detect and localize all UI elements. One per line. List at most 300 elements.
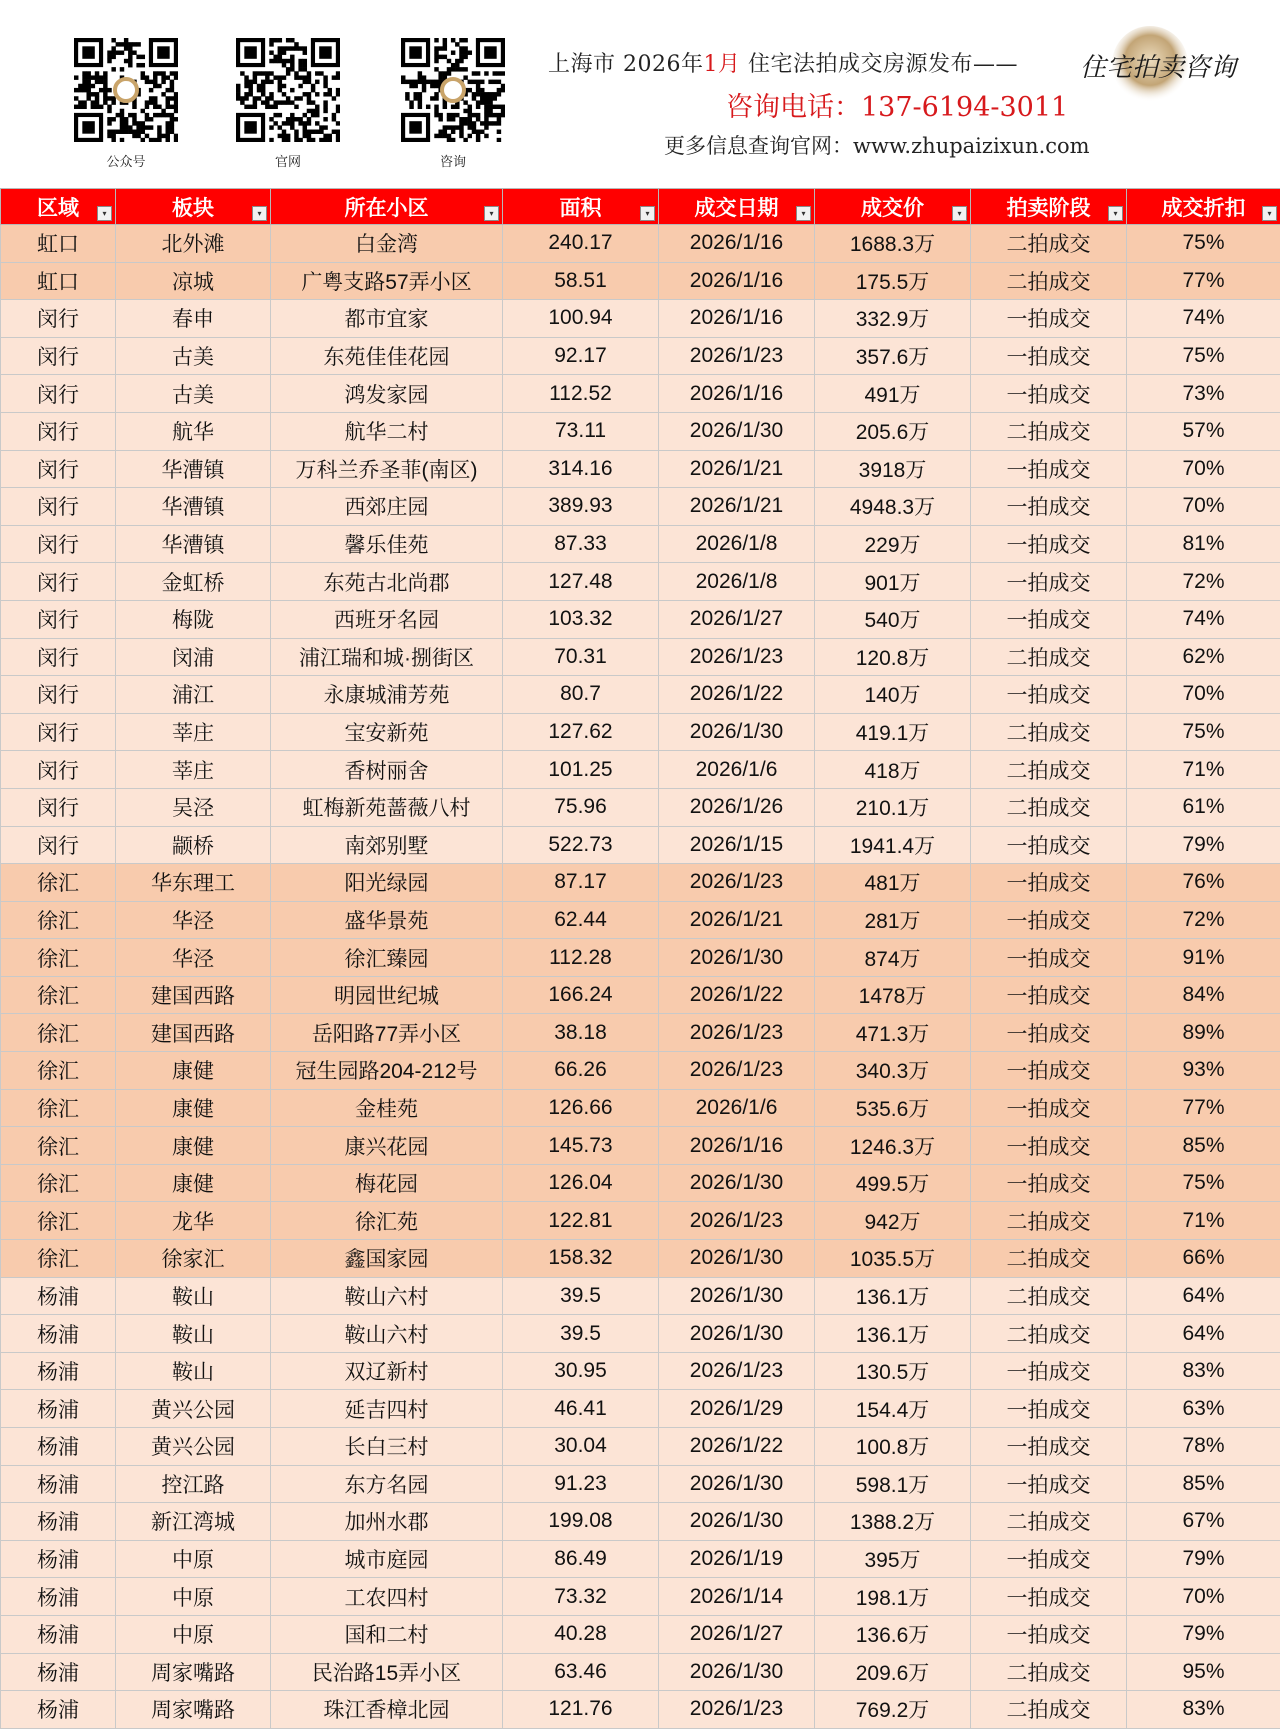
table-cell[interactable]: 梅花园 bbox=[271, 1164, 503, 1202]
filter-dropdown-icon[interactable]: ▾ bbox=[1262, 206, 1277, 221]
filter-dropdown-icon[interactable]: ▾ bbox=[640, 206, 655, 221]
table-cell[interactable]: 30.04 bbox=[503, 1428, 659, 1466]
table-cell[interactable]: 210.1万 bbox=[815, 788, 971, 826]
table-cell[interactable]: 101.25 bbox=[503, 751, 659, 789]
table-cell[interactable]: 81% bbox=[1127, 525, 1280, 563]
table-cell[interactable]: 二拍成交 bbox=[971, 225, 1127, 263]
table-cell[interactable]: 杨浦 bbox=[1, 1352, 116, 1390]
filter-dropdown-icon[interactable]: ▾ bbox=[97, 206, 112, 221]
table-cell[interactable]: 2026/1/22 bbox=[659, 676, 815, 714]
table-cell[interactable]: 314.16 bbox=[503, 450, 659, 488]
column-header[interactable] bbox=[659, 189, 815, 225]
table-cell[interactable]: 499.5万 bbox=[815, 1164, 971, 1202]
table-cell[interactable]: 100.8万 bbox=[815, 1428, 971, 1466]
table-cell[interactable]: 华东理工 bbox=[116, 864, 271, 902]
table-cell[interactable]: 154.4万 bbox=[815, 1390, 971, 1428]
table-cell[interactable]: 2026/1/23 bbox=[659, 337, 815, 375]
table-cell[interactable]: 杨浦 bbox=[1, 1653, 116, 1691]
table-cell[interactable]: 一拍成交 bbox=[971, 1089, 1127, 1127]
table-cell[interactable]: 徐汇 bbox=[1, 1164, 116, 1202]
table-cell[interactable]: 78% bbox=[1127, 1428, 1280, 1466]
table-cell[interactable]: 72% bbox=[1127, 563, 1280, 601]
table-cell[interactable]: 建国西路 bbox=[116, 976, 271, 1014]
table-cell[interactable]: 58.51 bbox=[503, 262, 659, 300]
table-cell[interactable]: 86.49 bbox=[503, 1540, 659, 1578]
table-cell[interactable]: 83% bbox=[1127, 1691, 1280, 1729]
table-cell[interactable]: 宝安新苑 bbox=[271, 713, 503, 751]
table-cell[interactable]: 2026/1/30 bbox=[659, 713, 815, 751]
table-cell[interactable]: 金虹桥 bbox=[116, 563, 271, 601]
table-cell[interactable]: 2026/1/6 bbox=[659, 751, 815, 789]
table-cell[interactable]: 64% bbox=[1127, 1315, 1280, 1353]
qr-code-icon[interactable] bbox=[74, 38, 178, 142]
table-cell[interactable]: 鸿发家园 bbox=[271, 375, 503, 413]
table-cell[interactable]: 西班牙名园 bbox=[271, 600, 503, 638]
table-cell[interactable]: 鑫国家园 bbox=[271, 1240, 503, 1278]
table-cell[interactable]: 74% bbox=[1127, 600, 1280, 638]
table-cell[interactable]: 1941.4万 bbox=[815, 826, 971, 864]
table-cell[interactable]: 100.94 bbox=[503, 300, 659, 338]
table-cell[interactable]: 广粤支路57弄小区 bbox=[271, 262, 503, 300]
table-cell[interactable]: 2026/1/26 bbox=[659, 788, 815, 826]
table-cell[interactable]: 康健 bbox=[116, 1164, 271, 1202]
table-cell[interactable]: 一拍成交 bbox=[971, 450, 1127, 488]
table-cell[interactable]: 一拍成交 bbox=[971, 488, 1127, 526]
table-cell[interactable]: 西郊庄园 bbox=[271, 488, 503, 526]
table-cell[interactable]: 一拍成交 bbox=[971, 676, 1127, 714]
table-cell[interactable]: 75% bbox=[1127, 1164, 1280, 1202]
table-cell[interactable]: 民治路15弄小区 bbox=[271, 1653, 503, 1691]
table-cell[interactable]: 491万 bbox=[815, 375, 971, 413]
table-cell[interactable]: 199.08 bbox=[503, 1503, 659, 1541]
table-cell[interactable]: 2026/1/30 bbox=[659, 1164, 815, 1202]
table-cell[interactable]: 2026/1/30 bbox=[659, 1653, 815, 1691]
table-cell[interactable]: 2026/1/30 bbox=[659, 939, 815, 977]
table-cell[interactable]: 2026/1/29 bbox=[659, 1390, 815, 1428]
table-cell[interactable]: 85% bbox=[1127, 1465, 1280, 1503]
table-cell[interactable]: 126.66 bbox=[503, 1089, 659, 1127]
table-cell[interactable]: 城市庭园 bbox=[271, 1540, 503, 1578]
table-cell[interactable]: 2026/1/30 bbox=[659, 1240, 815, 1278]
table-cell[interactable]: 40.28 bbox=[503, 1615, 659, 1653]
table-cell[interactable]: 72% bbox=[1127, 901, 1280, 939]
table-cell[interactable]: 2026/1/30 bbox=[659, 1503, 815, 1541]
table-cell[interactable]: 一拍成交 bbox=[971, 1127, 1127, 1165]
filter-dropdown-icon[interactable]: ▾ bbox=[952, 206, 967, 221]
table-cell[interactable]: 航华二村 bbox=[271, 412, 503, 450]
table-cell[interactable]: 梅陇 bbox=[116, 600, 271, 638]
table-cell[interactable]: 332.9万 bbox=[815, 300, 971, 338]
table-cell[interactable]: 2026/1/30 bbox=[659, 1277, 815, 1315]
table-cell[interactable]: 4948.3万 bbox=[815, 488, 971, 526]
table-cell[interactable]: 74% bbox=[1127, 300, 1280, 338]
table-cell[interactable]: 徐汇 bbox=[1, 1052, 116, 1090]
table-cell[interactable]: 闵行 bbox=[1, 488, 116, 526]
table-cell[interactable]: 75% bbox=[1127, 337, 1280, 375]
table-cell[interactable]: 浦江瑞和城·捌街区 bbox=[271, 638, 503, 676]
table-cell[interactable]: 中原 bbox=[116, 1615, 271, 1653]
table-cell[interactable]: 136.1万 bbox=[815, 1277, 971, 1315]
qr-code-icon[interactable] bbox=[236, 38, 340, 142]
table-cell[interactable]: 香树丽舍 bbox=[271, 751, 503, 789]
table-cell[interactable]: 70% bbox=[1127, 488, 1280, 526]
table-cell[interactable]: 康健 bbox=[116, 1127, 271, 1165]
table-cell[interactable]: 航华 bbox=[116, 412, 271, 450]
table-cell[interactable]: 136.6万 bbox=[815, 1615, 971, 1653]
table-cell[interactable]: 杨浦 bbox=[1, 1390, 116, 1428]
table-cell[interactable]: 一拍成交 bbox=[971, 826, 1127, 864]
table-cell[interactable]: 一拍成交 bbox=[971, 600, 1127, 638]
table-cell[interactable]: 240.17 bbox=[503, 225, 659, 263]
table-cell[interactable]: 2026/1/16 bbox=[659, 375, 815, 413]
table-cell[interactable]: 二拍成交 bbox=[971, 1691, 1127, 1729]
table-cell[interactable]: 一拍成交 bbox=[971, 1052, 1127, 1090]
table-cell[interactable]: 418万 bbox=[815, 751, 971, 789]
table-cell[interactable]: 120.8万 bbox=[815, 638, 971, 676]
table-cell[interactable]: 84% bbox=[1127, 976, 1280, 1014]
table-cell[interactable]: 769.2万 bbox=[815, 1691, 971, 1729]
table-cell[interactable]: 73.11 bbox=[503, 412, 659, 450]
table-cell[interactable]: 103.32 bbox=[503, 600, 659, 638]
table-cell[interactable]: 东苑古北尚郡 bbox=[271, 563, 503, 601]
table-cell[interactable]: 一拍成交 bbox=[971, 1578, 1127, 1616]
table-cell[interactable]: 龙华 bbox=[116, 1202, 271, 1240]
table-cell[interactable]: 66.26 bbox=[503, 1052, 659, 1090]
table-cell[interactable]: 一拍成交 bbox=[971, 864, 1127, 902]
table-cell[interactable]: 长白三村 bbox=[271, 1428, 503, 1466]
table-cell[interactable]: 一拍成交 bbox=[971, 1352, 1127, 1390]
table-cell[interactable]: 80.7 bbox=[503, 676, 659, 714]
table-cell[interactable]: 73.32 bbox=[503, 1578, 659, 1616]
table-cell[interactable]: 华漕镇 bbox=[116, 450, 271, 488]
table-cell[interactable]: 二拍成交 bbox=[971, 788, 1127, 826]
table-cell[interactable]: 140万 bbox=[815, 676, 971, 714]
table-cell[interactable]: 122.81 bbox=[503, 1202, 659, 1240]
table-cell[interactable]: 70.31 bbox=[503, 638, 659, 676]
table-cell[interactable]: 75% bbox=[1127, 713, 1280, 751]
table-cell[interactable]: 古美 bbox=[116, 337, 271, 375]
table-cell[interactable]: 2026/1/21 bbox=[659, 450, 815, 488]
table-cell[interactable]: 二拍成交 bbox=[971, 638, 1127, 676]
table-cell[interactable]: 389.93 bbox=[503, 488, 659, 526]
table-cell[interactable]: 一拍成交 bbox=[971, 1390, 1127, 1428]
table-cell[interactable]: 76% bbox=[1127, 864, 1280, 902]
table-cell[interactable]: 徐汇苑 bbox=[271, 1202, 503, 1240]
table-cell[interactable]: 2026/1/15 bbox=[659, 826, 815, 864]
table-cell[interactable]: 一拍成交 bbox=[971, 525, 1127, 563]
table-cell[interactable]: 145.73 bbox=[503, 1127, 659, 1165]
table-cell[interactable]: 419.1万 bbox=[815, 713, 971, 751]
table-cell[interactable]: 112.28 bbox=[503, 939, 659, 977]
table-cell[interactable]: 2026/1/30 bbox=[659, 1465, 815, 1503]
table-cell[interactable]: 古美 bbox=[116, 375, 271, 413]
table-cell[interactable]: 杨浦 bbox=[1, 1315, 116, 1353]
table-cell[interactable]: 控江路 bbox=[116, 1465, 271, 1503]
table-cell[interactable]: 二拍成交 bbox=[971, 1653, 1127, 1691]
table-cell[interactable]: 杨浦 bbox=[1, 1277, 116, 1315]
table-cell[interactable]: 馨乐佳苑 bbox=[271, 525, 503, 563]
table-cell[interactable]: 95% bbox=[1127, 1653, 1280, 1691]
table-cell[interactable]: 2026/1/16 bbox=[659, 262, 815, 300]
table-cell[interactable]: 2026/1/21 bbox=[659, 901, 815, 939]
table-cell[interactable]: 黄兴公园 bbox=[116, 1428, 271, 1466]
table-cell[interactable]: 二拍成交 bbox=[971, 412, 1127, 450]
table-cell[interactable]: 598.1万 bbox=[815, 1465, 971, 1503]
table-cell[interactable]: 一拍成交 bbox=[971, 939, 1127, 977]
table-cell[interactable]: 虹口 bbox=[1, 262, 116, 300]
table-cell[interactable]: 徐汇 bbox=[1, 1014, 116, 1052]
table-cell[interactable]: 二拍成交 bbox=[971, 751, 1127, 789]
table-cell[interactable]: 63% bbox=[1127, 1390, 1280, 1428]
table-cell[interactable]: 闵行 bbox=[1, 713, 116, 751]
table-cell[interactable]: 2026/1/16 bbox=[659, 300, 815, 338]
table-cell[interactable]: 39.5 bbox=[503, 1315, 659, 1353]
table-cell[interactable]: 一拍成交 bbox=[971, 976, 1127, 1014]
table-cell[interactable]: 康兴花园 bbox=[271, 1127, 503, 1165]
table-cell[interactable]: 67% bbox=[1127, 1503, 1280, 1541]
table-cell[interactable]: 吴泾 bbox=[116, 788, 271, 826]
table-cell[interactable]: 北外滩 bbox=[116, 225, 271, 263]
table-cell[interactable]: 阳光绿园 bbox=[271, 864, 503, 902]
table-cell[interactable]: 明园世纪城 bbox=[271, 976, 503, 1014]
table-cell[interactable]: 延吉四村 bbox=[271, 1390, 503, 1428]
table-cell[interactable]: 康健 bbox=[116, 1089, 271, 1127]
table-cell[interactable]: 901万 bbox=[815, 563, 971, 601]
table-cell[interactable]: 70% bbox=[1127, 676, 1280, 714]
table-cell[interactable]: 杨浦 bbox=[1, 1540, 116, 1578]
table-cell[interactable]: 中原 bbox=[116, 1540, 271, 1578]
table-cell[interactable]: 一拍成交 bbox=[971, 1164, 1127, 1202]
table-cell[interactable]: 85% bbox=[1127, 1127, 1280, 1165]
table-cell[interactable]: 冠生园路204-212号 bbox=[271, 1052, 503, 1090]
column-header[interactable] bbox=[271, 189, 503, 225]
table-cell[interactable]: 158.32 bbox=[503, 1240, 659, 1278]
table-cell[interactable]: 闵行 bbox=[1, 412, 116, 450]
table-cell[interactable]: 2026/1/22 bbox=[659, 1428, 815, 1466]
table-cell[interactable]: 闵行 bbox=[1, 375, 116, 413]
table-cell[interactable]: 南郊别墅 bbox=[271, 826, 503, 864]
table-cell[interactable]: 57% bbox=[1127, 412, 1280, 450]
table-cell[interactable]: 二拍成交 bbox=[971, 1315, 1127, 1353]
table-cell[interactable]: 建国西路 bbox=[116, 1014, 271, 1052]
table-cell[interactable]: 70% bbox=[1127, 1578, 1280, 1616]
table-cell[interactable]: 一拍成交 bbox=[971, 375, 1127, 413]
table-cell[interactable]: 鞍山 bbox=[116, 1315, 271, 1353]
table-cell[interactable]: 357.6万 bbox=[815, 337, 971, 375]
table-cell[interactable]: 一拍成交 bbox=[971, 1428, 1127, 1466]
table-cell[interactable]: 二拍成交 bbox=[971, 1240, 1127, 1278]
table-cell[interactable]: 周家嘴路 bbox=[116, 1653, 271, 1691]
table-cell[interactable]: 2026/1/19 bbox=[659, 1540, 815, 1578]
table-cell[interactable]: 工农四村 bbox=[271, 1578, 503, 1616]
table-cell[interactable]: 国和二村 bbox=[271, 1615, 503, 1653]
table-cell[interactable]: 闵浦 bbox=[116, 638, 271, 676]
table-cell[interactable]: 2026/1/23 bbox=[659, 1352, 815, 1390]
table-cell[interactable]: 二拍成交 bbox=[971, 1503, 1127, 1541]
table-cell[interactable]: 万科兰乔圣菲(南区) bbox=[271, 450, 503, 488]
table-cell[interactable]: 73% bbox=[1127, 375, 1280, 413]
table-cell[interactable]: 杨浦 bbox=[1, 1428, 116, 1466]
table-cell[interactable]: 39.5 bbox=[503, 1277, 659, 1315]
filter-dropdown-icon[interactable]: ▾ bbox=[796, 206, 811, 221]
table-cell[interactable]: 黄兴公园 bbox=[116, 1390, 271, 1428]
table-cell[interactable]: 白金湾 bbox=[271, 225, 503, 263]
table-cell[interactable]: 二拍成交 bbox=[971, 1202, 1127, 1240]
table-cell[interactable]: 闵行 bbox=[1, 676, 116, 714]
table-cell[interactable]: 鞍山 bbox=[116, 1277, 271, 1315]
table-cell[interactable]: 62.44 bbox=[503, 901, 659, 939]
table-cell[interactable]: 71% bbox=[1127, 1202, 1280, 1240]
table-cell[interactable]: 一拍成交 bbox=[971, 563, 1127, 601]
table-cell[interactable]: 杨浦 bbox=[1, 1691, 116, 1729]
filter-dropdown-icon[interactable]: ▾ bbox=[1108, 206, 1123, 221]
table-cell[interactable]: 61% bbox=[1127, 788, 1280, 826]
table-cell[interactable]: 1246.3万 bbox=[815, 1127, 971, 1165]
table-cell[interactable]: 加州水郡 bbox=[271, 1503, 503, 1541]
table-cell[interactable]: 盛华景苑 bbox=[271, 901, 503, 939]
table-cell[interactable]: 华漕镇 bbox=[116, 525, 271, 563]
table-cell[interactable]: 46.41 bbox=[503, 1390, 659, 1428]
table-cell[interactable]: 2026/1/30 bbox=[659, 412, 815, 450]
table-cell[interactable]: 徐汇 bbox=[1, 976, 116, 1014]
table-cell[interactable]: 闵行 bbox=[1, 525, 116, 563]
table-cell[interactable]: 2026/1/21 bbox=[659, 488, 815, 526]
table-cell[interactable]: 闵行 bbox=[1, 788, 116, 826]
table-cell[interactable]: 2026/1/14 bbox=[659, 1578, 815, 1616]
table-cell[interactable]: 91% bbox=[1127, 939, 1280, 977]
table-cell[interactable]: 一拍成交 bbox=[971, 1615, 1127, 1653]
table-cell[interactable]: 杨浦 bbox=[1, 1578, 116, 1616]
table-cell[interactable]: 徐汇臻园 bbox=[271, 939, 503, 977]
table-cell[interactable]: 112.52 bbox=[503, 375, 659, 413]
table-cell[interactable]: 281万 bbox=[815, 901, 971, 939]
table-cell[interactable]: 471.3万 bbox=[815, 1014, 971, 1052]
table-cell[interactable]: 93% bbox=[1127, 1052, 1280, 1090]
table-cell[interactable]: 62% bbox=[1127, 638, 1280, 676]
table-cell[interactable]: 徐汇 bbox=[1, 901, 116, 939]
column-header[interactable] bbox=[503, 189, 659, 225]
table-cell[interactable]: 71% bbox=[1127, 751, 1280, 789]
table-cell[interactable]: 莘庄 bbox=[116, 713, 271, 751]
table-cell[interactable]: 70% bbox=[1127, 450, 1280, 488]
table-cell[interactable]: 79% bbox=[1127, 1540, 1280, 1578]
table-cell[interactable]: 浦江 bbox=[116, 676, 271, 714]
table-cell[interactable]: 杨浦 bbox=[1, 1503, 116, 1541]
table-cell[interactable]: 二拍成交 bbox=[971, 1277, 1127, 1315]
table-cell[interactable]: 83% bbox=[1127, 1352, 1280, 1390]
table-cell[interactable]: 珠江香樟北园 bbox=[271, 1691, 503, 1729]
table-cell[interactable]: 91.23 bbox=[503, 1465, 659, 1503]
table-cell[interactable]: 229万 bbox=[815, 525, 971, 563]
table-cell[interactable]: 2026/1/27 bbox=[659, 600, 815, 638]
table-cell[interactable]: 2026/1/16 bbox=[659, 1127, 815, 1165]
table-cell[interactable]: 2026/1/16 bbox=[659, 225, 815, 263]
column-header[interactable] bbox=[1, 189, 116, 225]
table-cell[interactable]: 522.73 bbox=[503, 826, 659, 864]
table-cell[interactable]: 205.6万 bbox=[815, 412, 971, 450]
table-cell[interactable]: 2026/1/8 bbox=[659, 563, 815, 601]
table-cell[interactable]: 2026/1/8 bbox=[659, 525, 815, 563]
table-cell[interactable]: 一拍成交 bbox=[971, 337, 1127, 375]
table-cell[interactable]: 77% bbox=[1127, 262, 1280, 300]
column-header[interactable] bbox=[116, 189, 271, 225]
filter-dropdown-icon[interactable]: ▾ bbox=[484, 206, 499, 221]
table-cell[interactable]: 双辽新村 bbox=[271, 1352, 503, 1390]
table-cell[interactable]: 华漕镇 bbox=[116, 488, 271, 526]
table-cell[interactable]: 942万 bbox=[815, 1202, 971, 1240]
table-cell[interactable]: 杨浦 bbox=[1, 1615, 116, 1653]
table-cell[interactable]: 徐汇 bbox=[1, 939, 116, 977]
table-cell[interactable]: 徐家汇 bbox=[116, 1240, 271, 1278]
table-cell[interactable]: 66% bbox=[1127, 1240, 1280, 1278]
table-cell[interactable]: 874万 bbox=[815, 939, 971, 977]
table-cell[interactable]: 东方名园 bbox=[271, 1465, 503, 1503]
table-cell[interactable]: 闵行 bbox=[1, 450, 116, 488]
table-cell[interactable]: 莘庄 bbox=[116, 751, 271, 789]
table-cell[interactable]: 1388.2万 bbox=[815, 1503, 971, 1541]
table-cell[interactable]: 岳阳路77弄小区 bbox=[271, 1014, 503, 1052]
table-cell[interactable]: 华泾 bbox=[116, 901, 271, 939]
table-cell[interactable]: 鞍山六村 bbox=[271, 1277, 503, 1315]
table-cell[interactable]: 75% bbox=[1127, 225, 1280, 263]
table-cell[interactable]: 87.17 bbox=[503, 864, 659, 902]
table-cell[interactable]: 东苑佳佳花园 bbox=[271, 337, 503, 375]
table-cell[interactable]: 121.76 bbox=[503, 1691, 659, 1729]
table-cell[interactable]: 1688.3万 bbox=[815, 225, 971, 263]
table-cell[interactable]: 38.18 bbox=[503, 1014, 659, 1052]
table-cell[interactable]: 鞍山六村 bbox=[271, 1315, 503, 1353]
table-cell[interactable]: 2026/1/23 bbox=[659, 1014, 815, 1052]
table-cell[interactable]: 535.6万 bbox=[815, 1089, 971, 1127]
table-cell[interactable]: 二拍成交 bbox=[971, 262, 1127, 300]
table-cell[interactable]: 481万 bbox=[815, 864, 971, 902]
table-cell[interactable]: 闵行 bbox=[1, 751, 116, 789]
table-cell[interactable]: 徐汇 bbox=[1, 1089, 116, 1127]
table-cell[interactable]: 127.62 bbox=[503, 713, 659, 751]
filter-dropdown-icon[interactable]: ▾ bbox=[252, 206, 267, 221]
table-cell[interactable]: 1035.5万 bbox=[815, 1240, 971, 1278]
table-cell[interactable]: 2026/1/23 bbox=[659, 1202, 815, 1240]
table-cell[interactable]: 2026/1/23 bbox=[659, 638, 815, 676]
table-cell[interactable]: 永康城浦芳苑 bbox=[271, 676, 503, 714]
table-cell[interactable]: 2026/1/22 bbox=[659, 976, 815, 1014]
table-cell[interactable]: 闵行 bbox=[1, 638, 116, 676]
table-cell[interactable]: 87.33 bbox=[503, 525, 659, 563]
table-cell[interactable]: 77% bbox=[1127, 1089, 1280, 1127]
column-header[interactable] bbox=[815, 189, 971, 225]
table-cell[interactable]: 166.24 bbox=[503, 976, 659, 1014]
table-cell[interactable]: 虹口 bbox=[1, 225, 116, 263]
table-cell[interactable]: 闵行 bbox=[1, 337, 116, 375]
table-cell[interactable]: 63.46 bbox=[503, 1653, 659, 1691]
table-cell[interactable]: 二拍成交 bbox=[971, 713, 1127, 751]
table-cell[interactable]: 175.5万 bbox=[815, 262, 971, 300]
table-cell[interactable]: 2026/1/30 bbox=[659, 1315, 815, 1353]
table-cell[interactable]: 2026/1/23 bbox=[659, 1691, 815, 1729]
table-cell[interactable]: 2026/1/6 bbox=[659, 1089, 815, 1127]
table-cell[interactable]: 闵行 bbox=[1, 826, 116, 864]
table-cell[interactable]: 209.6万 bbox=[815, 1653, 971, 1691]
table-cell[interactable]: 395万 bbox=[815, 1540, 971, 1578]
table-cell[interactable]: 126.04 bbox=[503, 1164, 659, 1202]
table-cell[interactable]: 2026/1/23 bbox=[659, 864, 815, 902]
table-cell[interactable]: 新江湾城 bbox=[116, 1503, 271, 1541]
table-cell[interactable]: 徐汇 bbox=[1, 864, 116, 902]
table-cell[interactable]: 2026/1/23 bbox=[659, 1052, 815, 1090]
table-cell[interactable]: 3918万 bbox=[815, 450, 971, 488]
table-cell[interactable]: 64% bbox=[1127, 1277, 1280, 1315]
table-cell[interactable]: 30.95 bbox=[503, 1352, 659, 1390]
